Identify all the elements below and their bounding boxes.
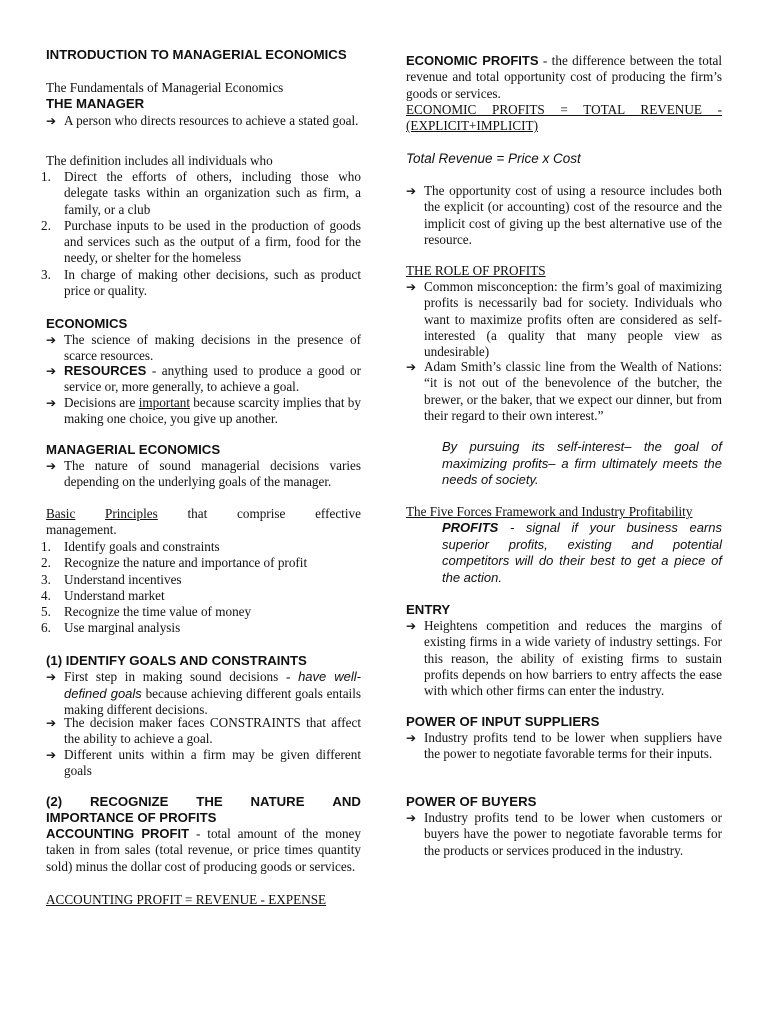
arrow-right-icon: ➔	[46, 364, 57, 378]
resources-bullet: ➔ RESOURCES - anything used to produce a good or service or, more generally, to achieve a goal.	[46, 363, 361, 395]
goals-heading: (1) IDENTIFY GOALS AND CONSTRAINTS	[46, 653, 307, 668]
suppliers-bullet: ➔ Industry profits tend to be lower when suppliers have the power to negotiate favorable terms for their inputs.	[406, 730, 722, 762]
manager-bullet: ➔ A person who directs resources to achieve a stated goal.	[46, 113, 359, 128]
arrow-right-icon: ➔	[46, 114, 57, 128]
subtitle: The Fundamentals of Managerial Economics	[46, 80, 284, 95]
goals-bullet-1: ➔ First step in making sound decisions - have well-defined goals because achieving different goals entails making different decisions.	[46, 669, 362, 717]
arrow-right-icon: ➔	[406, 619, 417, 633]
list-item: 1. Identify goals and constraints	[41, 539, 220, 554]
buyers-heading: POWER OF BUYERS	[406, 794, 537, 809]
role-bullet-1: ➔ Common misconception: the firm’s goal of maximizing profits is necessarily bad for society. Individuals who want to maximize profits often are considered as self-interested (a quality that many people view as undesirable)	[406, 279, 722, 360]
arrow-right-icon: ➔	[46, 748, 57, 762]
suppliers-heading: POWER OF INPUT SUPPLIERS	[406, 714, 600, 729]
arrow-right-icon: ➔	[46, 459, 57, 473]
list-item: 5. Recognize the time value of money	[41, 604, 252, 620]
arrow-right-icon: ➔	[46, 396, 57, 410]
arrow-right-icon: ➔	[406, 280, 417, 294]
opportunity-bullet: ➔ The opportunity cost of using a resource includes both the explicit (or accounting) cost of the resource and the implicit cost of giving up the best alternative use of the resource.	[406, 183, 722, 247]
list-item: 6. Use marginal analysis	[41, 620, 181, 636]
economics-heading: ECONOMICS	[46, 316, 128, 331]
economics-bullet: ➔ The science of making decisions in the presence of scarce resources.	[46, 332, 361, 364]
buyers-bullet: ➔ Industry profits tend to be lower when customers or buyers have the power to negotiate favorable terms for the products or services produced in the industry.	[406, 810, 722, 858]
list-item: 2. Purchase inputs to be used in the production of goods and services such as the output of a firm, food for the needy, or shelter for the homeless	[41, 217, 361, 266]
principles-list	[41, 539, 361, 637]
goals-bullet-2: ➔ The decision maker faces CONSTRAINTS that affect the ability to achieve a goal.	[46, 715, 361, 747]
arrow-right-icon: ➔	[406, 731, 417, 745]
list-item: 3. In charge of making other decisions, such as product price or quality.	[41, 266, 361, 299]
economic-formula: ECONOMIC PROFITS = TOTAL REVENUE - (EXPLICIT+IMPLICIT)	[406, 102, 722, 134]
manager-heading: THE MANAGER	[46, 96, 145, 111]
list-item: 4. Understand market	[41, 587, 165, 603]
resources-term: RESOURCES	[64, 363, 147, 378]
profit-heading: (2) RECOGNIZE THE NATURE AND IMPORTANCE OF PROFITS	[46, 794, 361, 825]
accounting-formula: ACCOUNTING PROFIT = REVENUE - EXPENSE	[46, 892, 327, 907]
arrow-right-icon: ➔	[406, 184, 417, 198]
list-item: 1. Direct the efforts of others, including those who delegate tasks within an organization such as firm, a family, or a club	[41, 169, 361, 217]
entry-heading: ENTRY	[406, 602, 451, 617]
arrow-right-icon: ➔	[46, 333, 57, 347]
goals-bullet-3: ➔ Different units within a firm may be given different goals	[46, 747, 361, 779]
five-forces-heading: The Five Forces Framework and Industry Profitability	[406, 504, 693, 519]
total-revenue-formula: Total Revenue = Price x Cost	[406, 151, 581, 166]
principles-intro: Basic Principles that comprise effective management.	[46, 506, 361, 538]
role-bullet-2: ➔ Adam Smith’s classic line from the Wealth of Nations: “it is not out of the benevolence of the butcher, the brewer, or the baker, that we expect our dinner, but from their regard to their own interest.”	[406, 359, 722, 423]
accounting-profit: ACCOUNTING PROFIT - total amount of the money taken in from sales (total revenue, or price times quantity sold) minus the dollar cost of producing goods or services.	[46, 826, 362, 874]
managerial-bullet: ➔ The nature of sound managerial decisions varies depending on the underlying goals of the manager.	[46, 458, 361, 490]
economic-profits: ECONOMIC PROFITS - the difference between the total revenue and total opportunity cost of producing the firm’s goods or services.	[406, 53, 722, 101]
definition-intro: The definition includes all individuals who	[46, 153, 273, 168]
arrow-right-icon: ➔	[406, 811, 417, 825]
arrow-right-icon: ➔	[46, 670, 57, 684]
decisions-bullet: ➔ Decisions are important because scarcity implies that by making one choice, you give up another.	[46, 395, 361, 427]
role-heading: THE ROLE OF PROFITS	[406, 263, 546, 278]
entry-bullet: ➔ Heightens competition and reduces the margins of existing firms in a wide variety of industry settings. For this reason, the ability of existing firms to sustain profits depends on how barriers to entry affects the ease with which other firms can enter the industry.	[406, 618, 722, 699]
list-item: 2. Recognize the nature and importance of profit	[41, 555, 308, 571]
arrow-right-icon: ➔	[46, 716, 57, 730]
arrow-right-icon: ➔	[406, 360, 417, 374]
definition-list	[41, 169, 361, 299]
role-quote: By pursuing its self-interest– the goal of maximizing profits– a firm ultimately meets the needs of society.	[442, 439, 722, 487]
managerial-heading: MANAGERIAL ECONOMICS	[46, 442, 221, 457]
list-item: 3. Understand incentives	[41, 571, 182, 587]
profits-signal: PROFITS - signal if your business earns superior profits, existing and potential competitors will do their best to get a piece of the action.	[442, 520, 722, 585]
document-title: INTRODUCTION TO MANAGERIAL ECONOMICS	[46, 47, 347, 62]
